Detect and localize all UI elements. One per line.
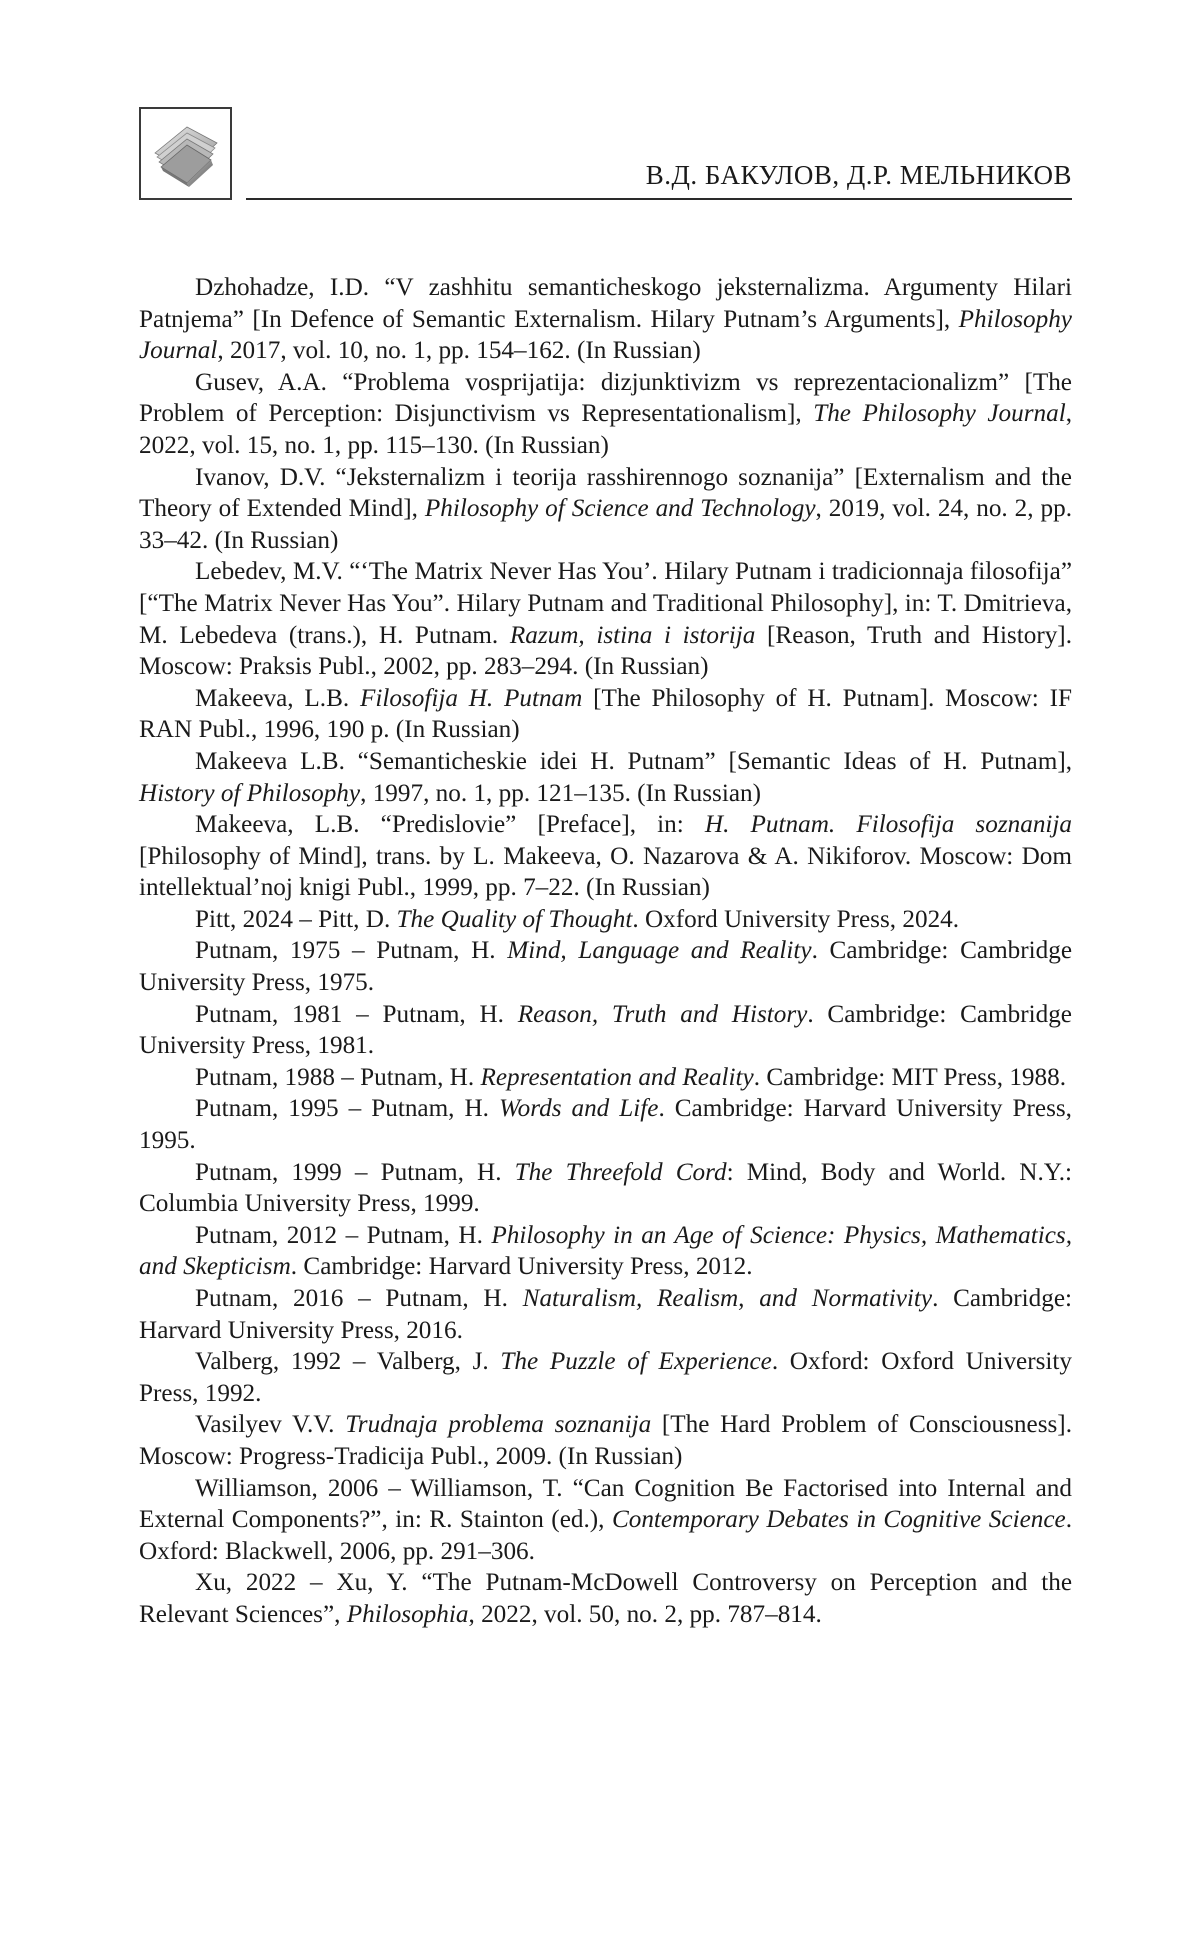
reference-entry	[139, 556, 1072, 682]
reference-text: Pitt, 2024 – Pitt, D.	[195, 905, 397, 933]
reference-entry	[139, 1473, 1072, 1568]
reference-title: Philosophy of Science and Technology	[424, 495, 816, 523]
reference-text: Putnam, 1988 – Putnam, H.	[195, 1063, 481, 1091]
reference-details: , 2017, vol. 10, no. 1, pp. 154–162. (In Russian)	[217, 337, 701, 365]
reference-entry	[139, 809, 1072, 904]
reference-text: Xu, 2022 – Xu, Y. “The Putnam-McDowell Controversy on Perception and the Relevant Sciences”,	[139, 1569, 1072, 1628]
reference-title: The Philosophy Journal	[813, 400, 1066, 428]
reference-text: Putnam, 1981 – Putnam, H.	[195, 1000, 518, 1028]
reference-details: , 2022, vol. 15, no. 1, pp. 115–130. (In Russian)	[139, 400, 1072, 459]
reference-entry	[139, 746, 1072, 809]
reference-details: . Oxford: Oxford University Press, 1992.	[139, 1348, 1072, 1407]
reference-title: H. Putnam. Filosofija soznanija	[704, 811, 1072, 839]
reference-title: The Quality of Thought	[396, 905, 633, 933]
reference-text: Gusev, A.A. “Problema vosprijatija: dizjunktivizm vs reprezentacionalizm” [The Problem of Perception: Disjunctivism vs Representationalism],	[139, 368, 1072, 428]
reference-title: The Puzzle of Experience	[500, 1348, 772, 1376]
reference-text: Vasilyev V.V.	[195, 1411, 346, 1439]
reference-title: Naturalism, Realism, and Normativity	[522, 1285, 933, 1312]
reference-text: Lebedev, M.V. “‘The Matrix Never Has You’. Hilary Putnam i tradicionnaja filosofija” [“The Matrix Never Has You”. Hilary Putnam and Traditional Philosophy], in: T. Dmitrieva, M. Lebedeva (trans.), H. Putnam.	[139, 558, 1072, 649]
reference-title: Trudnaja problema soznanija	[345, 1411, 652, 1439]
reference-entry	[139, 683, 1072, 746]
reference-title: Words and Life	[498, 1095, 659, 1123]
reference-entry	[139, 367, 1072, 462]
reference-details: . Oxford University Press, 2024.	[632, 905, 960, 933]
reference-details: . Cambridge: Harvard University Press, 2012.	[290, 1253, 753, 1281]
reference-text: Dzhohadze, I.D. “V zashhitu semanticheskogo jeksternalizma. Argumenty Hilari Patnjema” [In Defence of Semantic Externalism. Hilary Putnam’s Arguments],	[139, 274, 1072, 333]
reference-entry	[139, 1567, 1072, 1630]
reference-title: Filosofija H. Putnam	[359, 684, 583, 712]
reference-details: , 2019, vol. 24, no. 2, pp. 33–42. (In Russian)	[139, 495, 1073, 554]
reference-details: , 2022, vol. 50, no. 2, pp. 787–814.	[468, 1600, 822, 1628]
reference-text: Makeeva, L.B.	[195, 684, 360, 712]
reference-details: [The Philosophy of H. Putnam]. Moscow: IF RAN Publ., 1996, 190 p. (In Russian)	[139, 684, 1072, 744]
reference-title: Philosophy Journal	[139, 305, 1072, 365]
reference-text: Ivanov, D.V. “Jeksternalizm i teorija rasshirennogo soznanija” [Externalism and the Theory of Extended Mind],	[139, 463, 1072, 523]
reference-entry	[139, 1409, 1072, 1472]
reference-details: [Reason, Truth and History]. Moscow: Praksis Publ., 2002, pp. 283–294. (In Russian)	[139, 621, 1072, 681]
journal-logo	[139, 107, 232, 200]
reference-entry	[139, 935, 1072, 998]
reference-details: [Philosophy of Mind], trans. by L. Makeeva, O. Nazarova & A. Nikiforov. Moscow: Dom intellektual’noj knigi Publ., 1999, pp. 7–22. (In Russian)	[139, 842, 1072, 902]
reference-text: Makeeva L.B. “Semanticheskie idei H. Putnam” [Semantic Ideas of H. Putnam],	[195, 747, 1072, 775]
reference-details: . Cambridge: Cambridge University Press, 1981.	[139, 1000, 1072, 1060]
reference-title: Philosophy in an Age of Science: Physics, Mathematics, and Skepticism	[139, 1221, 1072, 1281]
stacked-pages-icon	[147, 115, 224, 192]
reference-title: Philosophia	[346, 1600, 469, 1628]
reference-text: Williamson, 2006 – Williamson, T. “Can Cognition Be Factorised into Internal and External Components?”, in: R. Stainton (ed.),	[139, 1474, 1072, 1534]
reference-details: . Cambridge: Harvard University Press, 2016.	[139, 1285, 1073, 1344]
reference-text: Makeeva, L.B. “Predislovie” [Preface], in:	[195, 811, 705, 839]
reference-entry	[139, 462, 1072, 557]
reference-details: , 1997, no. 1, pp. 121–135. (In Russian)	[360, 779, 761, 807]
reference-title: The Threefold Cord	[514, 1158, 727, 1186]
reference-entry	[139, 1062, 1072, 1094]
reference-entry	[139, 1157, 1072, 1220]
reference-title: Contemporary Debates in Cognitive Science	[611, 1506, 1066, 1534]
reference-text: Putnam, 2016 – Putnam, H.	[195, 1285, 523, 1312]
reference-entry	[139, 1093, 1072, 1156]
reference-details: : Mind, Body and World. N.Y.: Columbia University Press, 1999.	[139, 1158, 1072, 1218]
reference-entry	[139, 1220, 1072, 1283]
references-list	[139, 272, 1072, 1631]
reference-details: . Cambridge: MIT Press, 1988.	[753, 1063, 1066, 1091]
reference-entry	[139, 1283, 1072, 1346]
reference-title: Reason, Truth and History	[517, 1000, 808, 1028]
header-rule	[246, 198, 1072, 200]
reference-entry	[139, 272, 1072, 367]
reference-text: Putnam, 1999 – Putnam, H.	[195, 1158, 515, 1186]
reference-title: Razum, istina i istorija	[509, 621, 756, 649]
reference-title: Mind, Language and Reality	[507, 937, 812, 965]
reference-details: . Oxford: Blackwell, 2006, pp. 291–306.	[139, 1506, 1072, 1565]
reference-text: Putnam, 2012 – Putnam, H.	[195, 1221, 492, 1249]
reference-text: Putnam, 1995 – Putnam, H.	[195, 1095, 499, 1123]
reference-details: [The Hard Problem of Consciousness]. Moscow: Progress-Tradicija Publ., 2009. (In Russian)	[139, 1411, 1072, 1470]
running-header-authors: В.Д. БАКУЛОВ, Д.Р. МЕЛЬНИКОВ	[645, 160, 1072, 190]
reference-title: History of Philosophy	[139, 779, 361, 807]
reference-text: Putnam, 1975 – Putnam, H.	[195, 937, 508, 965]
reference-entry	[139, 1346, 1072, 1409]
reference-entry	[139, 904, 1072, 936]
reference-details: . Cambridge: Cambridge University Press, 1975.	[139, 937, 1073, 997]
reference-entry	[139, 999, 1072, 1062]
reference-text: Valberg, 1992 – Valberg, J.	[195, 1348, 501, 1376]
reference-title: Representation and Reality	[480, 1063, 754, 1091]
reference-details: . Cambridge: Harvard University Press, 1995.	[139, 1095, 1072, 1155]
